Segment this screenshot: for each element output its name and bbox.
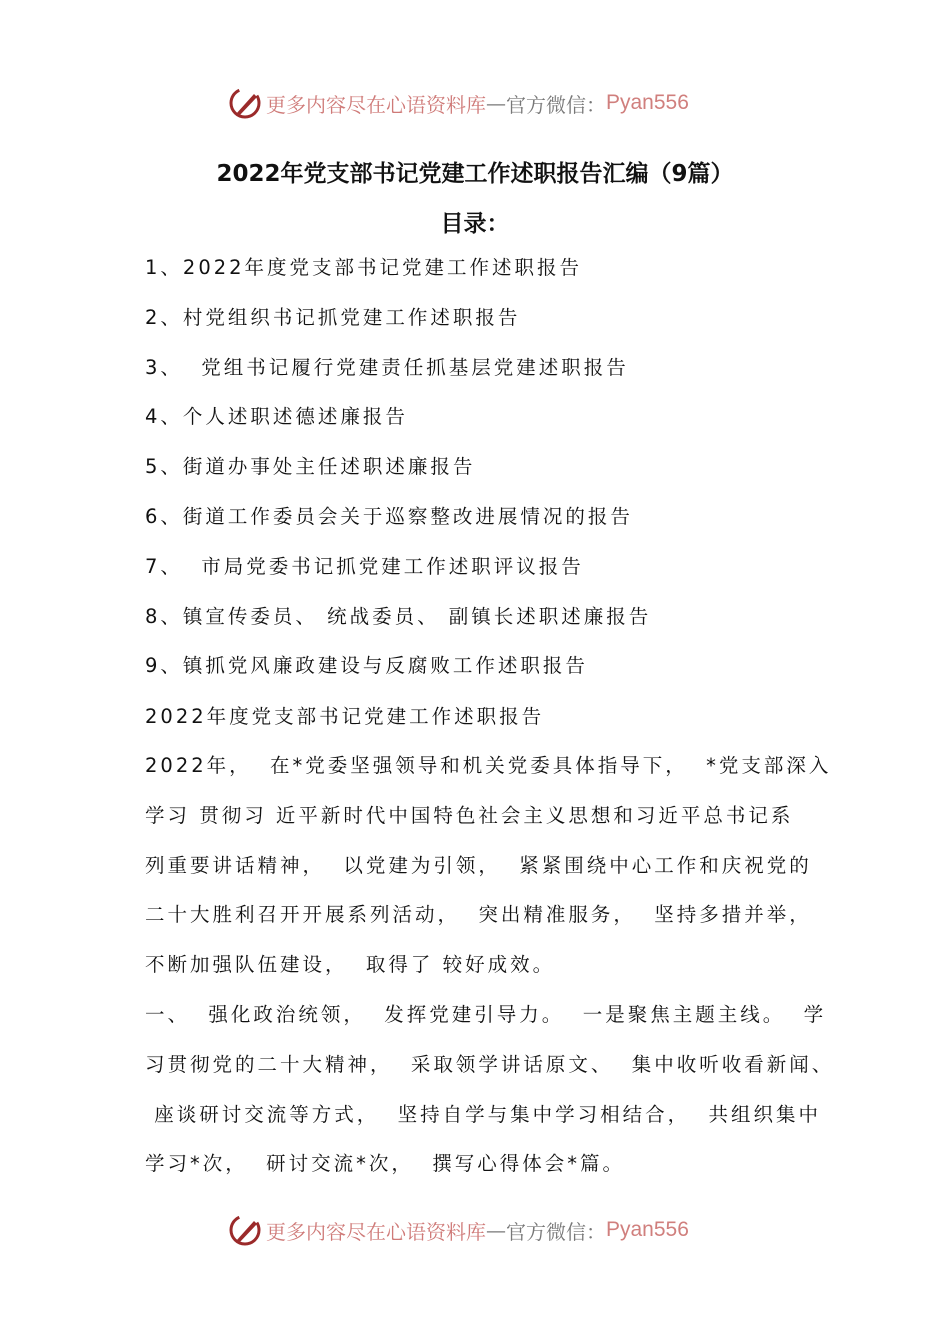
watermark-footer [228,1212,689,1248]
watermark-wechat-label: 官方微信： [506,92,606,117]
watermark-dash: — [486,1218,506,1242]
body-line: 学习 贯彻习 近平新时代中国特色社会主义思想和习近平总书记系 [145,803,794,827]
body-line: 一、 强化政治统领， 发挥党建引导力。 一是聚焦主题主线。 学 [145,1003,827,1026]
pen-logo-icon [228,1213,262,1247]
watermark-dash: — [486,91,506,115]
body-line: 不断加强队伍建设， 取得了 较好成效。 [145,953,556,977]
body-line: 习贯彻党的二十大精神， 采取领学讲话原文、 集中收听收看新闻、 [145,1052,835,1076]
watermark-site-text: 更多内容尽在心语资料库 [266,1219,486,1244]
toc-item: 9、镇抓党风廉政建设与反腐败工作述职报告 [145,654,588,678]
document-title: 2022年党支部书记党建工作述职报告汇编（9篇） [216,161,734,187]
toc-item: 3、 党组书记履行党建责任抓基层党建述职报告 [145,355,629,379]
body-line: 二十大胜利召开开展系列活动， 突出精准服务， 坚持多措并举， [145,903,812,927]
body-line: 学习*次， 研讨交流*次， 撰写心得体会*篇。 [145,1152,626,1176]
watermark-wechat-id: Pyan556 [606,1218,689,1241]
toc-item: 1、2022年度党支部书记党建工作述职报告 [145,256,583,279]
body-line: 2022年， 在*党委坚强领导和机关党委具体指导下， *党支部深入 [145,754,832,777]
toc-item: 7、 市局党委书记抓党建工作述职评议报告 [145,554,584,578]
toc-item: 2、村党组织书记抓党建工作述职报告 [145,305,521,329]
body-line: 座谈研讨交流等方式， 坚持自学与集中学习相结合， 共组织集中 [145,1102,821,1126]
toc-item: 6、街道工作委员会关于巡察整改进展情况的报告 [145,505,633,528]
watermark-wechat-label: 官方微信： [506,1219,606,1244]
toc-item: 8、镇宣传委员、 统战委员、 副镇长述职述廉报告 [145,604,652,628]
watermark-site-text: 更多内容尽在心语资料库 [266,92,486,117]
toc-item: 5、街道办事处主任述职述廉报告 [145,455,476,479]
toc-heading: 目录： [440,211,510,237]
watermark-wechat-id: Pyan556 [606,91,689,114]
toc-item: 4、个人述职述德述廉报告 [145,405,408,429]
section-title: 2022年度党支部书记党建工作述职报告 [145,705,545,728]
pen-logo-icon [228,86,262,120]
watermark-header [228,85,689,121]
body-line: 列重要讲话精神， 以党建为引领， 紧紧围绕中心工作和庆祝党的 [145,853,812,877]
